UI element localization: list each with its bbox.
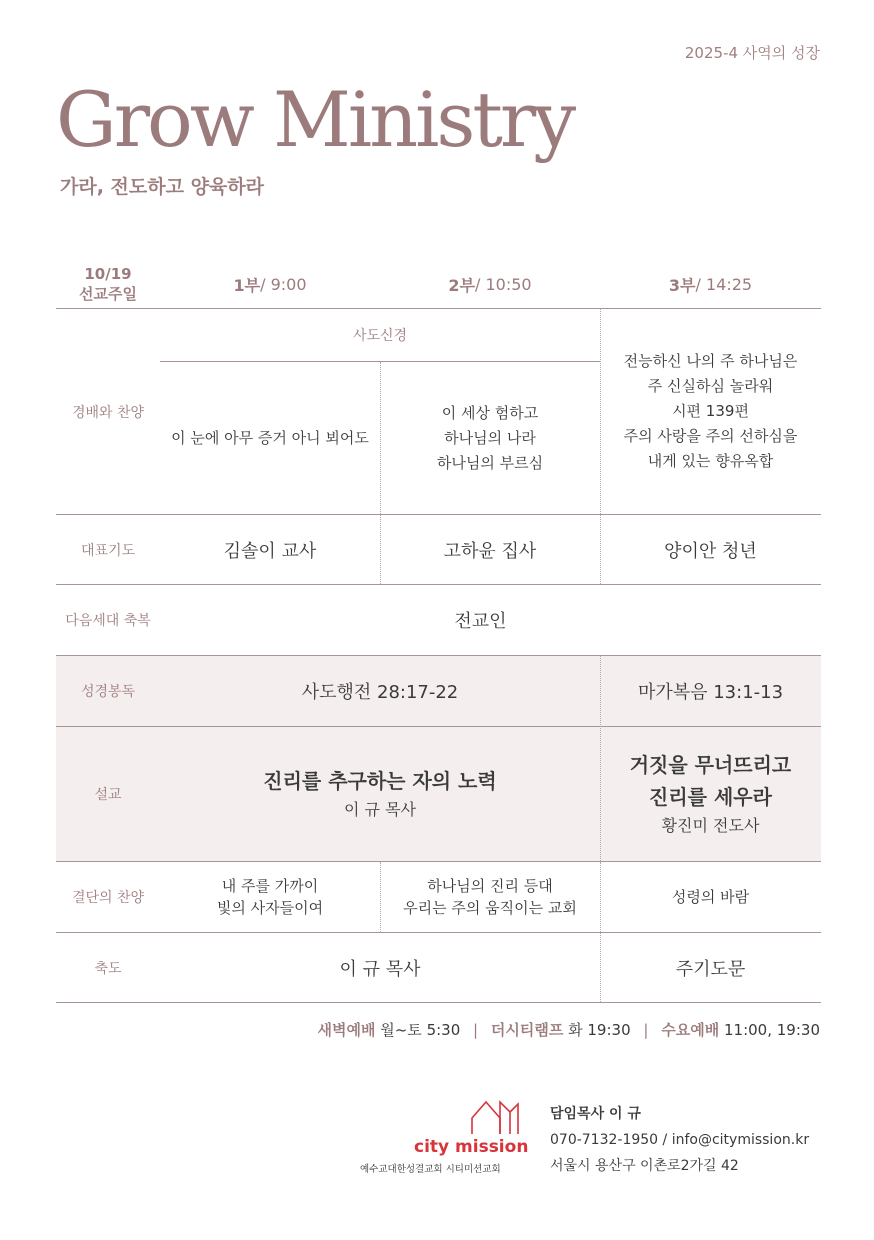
worship-label: 경배와 찬양 bbox=[71, 404, 145, 421]
service-3-header bbox=[600, 270, 821, 298]
song: 시편 139편 bbox=[672, 402, 749, 420]
benediction-3: 주기도문 bbox=[675, 958, 746, 980]
weekly-name: 수요예배 bbox=[661, 1021, 720, 1039]
reading-1-2: 사도행전 28:17-22 bbox=[301, 682, 459, 703]
prayer-3: 양이안 청년 bbox=[664, 540, 757, 562]
benediction-1-2: 이 규 목사 bbox=[339, 958, 421, 980]
weekly-time: 월~토 5:30 bbox=[380, 1021, 461, 1039]
contact-line: 070-7132-1950 / info@citymission.kr bbox=[550, 1132, 810, 1148]
decision-label: 결단의 찬양 bbox=[71, 890, 145, 906]
pastor-name: 담임목사 이 규 bbox=[550, 1106, 641, 1122]
sermon-label: 설교 bbox=[94, 787, 122, 803]
song: 빛의 사자들이여 bbox=[216, 899, 324, 917]
weekly-schedule bbox=[318, 1019, 821, 1040]
benediction-label: 축도 bbox=[94, 960, 122, 977]
song: 주의 사랑을 주의 선하심을 bbox=[623, 427, 798, 445]
weekly-name: 더시티램프 bbox=[490, 1021, 564, 1039]
decision-1 bbox=[160, 862, 380, 932]
reading-3: 마가복음 13:1-13 bbox=[637, 682, 784, 703]
weekly-time: 화 19:30 bbox=[568, 1021, 631, 1039]
decision-2 bbox=[380, 862, 600, 932]
service-2-time: / 10:50 bbox=[475, 274, 532, 294]
separator: | bbox=[473, 1021, 479, 1039]
service-3-part: 3부 bbox=[668, 275, 696, 295]
sermon-3 bbox=[600, 727, 821, 861]
prayer-label: 대표기도 bbox=[80, 542, 136, 559]
date-value: 10/19 bbox=[84, 265, 132, 283]
decision-3: 성령의 바람 bbox=[671, 887, 750, 906]
song: 이 세상 험하고 bbox=[441, 403, 539, 422]
sermon-1-2 bbox=[160, 727, 600, 861]
service-2-part: 2부 bbox=[448, 275, 475, 295]
worship-song-1: 이 눈에 아무 증거 아니 뵈어도 bbox=[171, 428, 369, 447]
song: 내 주를 가까이 bbox=[221, 877, 319, 895]
sermon-title: 진리를 추구하는 자의 노력 bbox=[263, 769, 497, 793]
song: 하나님의 나라 bbox=[444, 428, 536, 447]
divider bbox=[56, 1002, 821, 1003]
separator: | bbox=[643, 1021, 649, 1039]
logo-name: city mission bbox=[414, 1137, 529, 1157]
song: 주 신실하심 놀라워 bbox=[647, 377, 774, 395]
contact-info bbox=[550, 1101, 809, 1179]
reading-label: 성경봉독 bbox=[80, 684, 136, 700]
address-line: 서울시 용산구 이촌로2가길 42 bbox=[550, 1158, 739, 1174]
weekly-time: 11:00, 19:30 bbox=[724, 1021, 820, 1039]
song: 하나님의 진리 등대 bbox=[427, 877, 553, 895]
service-1-part: 1부 bbox=[233, 275, 261, 295]
weekly-name: 새벽예배 bbox=[317, 1021, 376, 1039]
service-3-time: / 14:25 bbox=[695, 274, 753, 294]
sermon-preacher: 황진미 전도사 bbox=[661, 816, 760, 835]
prayer-2: 고하윤 집사 bbox=[443, 540, 537, 562]
page-title: Grow Ministry bbox=[56, 75, 574, 164]
blessing-value bbox=[160, 585, 821, 655]
page-subtitle: 가라, 전도하고 양육하라 bbox=[60, 176, 264, 198]
creed-label: 사도신경 bbox=[352, 328, 408, 344]
series-label: 2025-4 사역의 성장 bbox=[684, 44, 820, 62]
blessing-label: 다음세대 축복 bbox=[65, 613, 151, 629]
song: 우리는 주의 움직이는 교회 bbox=[403, 899, 577, 917]
church-building-icon bbox=[470, 1098, 522, 1136]
service-1-header bbox=[160, 270, 380, 298]
song: 내게 있는 향유옥합 bbox=[647, 452, 774, 470]
sermon-title-line: 진리를 세우라 bbox=[649, 785, 772, 809]
blessing-text: 전교인 bbox=[454, 611, 507, 632]
sermon-title-line: 거짓을 무너뜨리고 bbox=[629, 753, 792, 777]
service-2-header bbox=[380, 270, 600, 298]
sermon-preacher: 이 규 목사 bbox=[344, 800, 416, 819]
date-name: 선교주일 bbox=[79, 285, 137, 303]
service-1-time: / 9:00 bbox=[260, 274, 307, 294]
prayer-1: 김솔이 교사 bbox=[223, 540, 317, 562]
service-date bbox=[56, 262, 160, 306]
song: 전능하신 나의 주 하나님은 bbox=[623, 352, 798, 370]
worship-songs-2 bbox=[380, 362, 600, 514]
logo-subtitle: 예수교대한성결교회 시티미션교회 bbox=[360, 1164, 501, 1175]
song: 하나님의 부르심 bbox=[436, 453, 544, 472]
worship-songs-3 bbox=[600, 309, 821, 514]
